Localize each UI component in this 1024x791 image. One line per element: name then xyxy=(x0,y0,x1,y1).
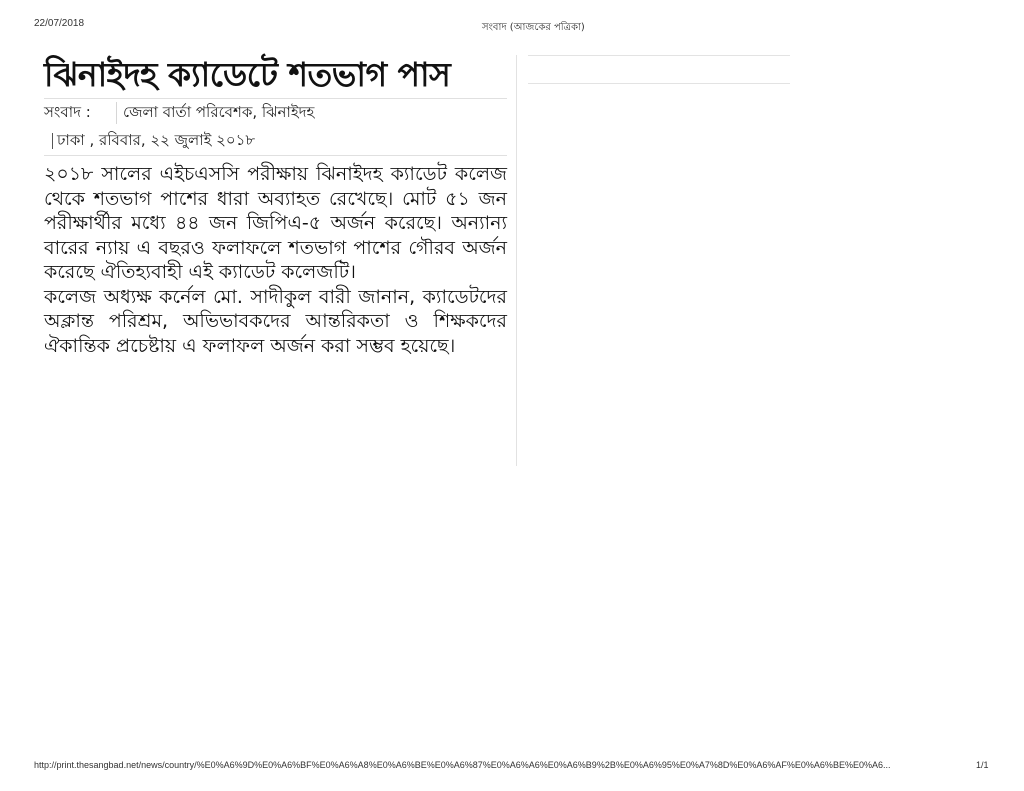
dateline xyxy=(44,127,507,155)
print-date: 22/07/2018 xyxy=(34,18,85,29)
column-divider xyxy=(516,55,517,466)
print-source-url[interactable]: http://print.thesangbad.net/news/country/%E0%A6%9D%E0%A6%BF%E0%A6%A8%E0%A6%BE%E0%A6%87%E0%A6%A6%E0%A6%B9%2B%E0%A6%95%E0%A7%8D%E0%A6%AF%E0%A6%BE%E0%A6... xyxy=(34,760,891,770)
print-page-title: সংবাদ (আজকের পত্রিকা) xyxy=(482,22,585,33)
sidebar-rule-bottom xyxy=(528,83,790,84)
dateline-bar xyxy=(52,133,53,149)
page-number: 1/1 xyxy=(976,760,989,770)
article-paragraph: কলেজ অধ্যক্ষ কর্নেল মো. সাদীকুল বারী জানান, ক্যাডেটদের অক্লান্ত পরিশ্রম, অভিভাবকদের আন্তরিকতা ও শিক্ষকদের ঐকান্তিক প্রচেষ্টায় এ ফলাফল অর্জন করা সম্ভব হয়েছে। xyxy=(44,285,507,357)
dateline-rule xyxy=(44,155,507,156)
byline xyxy=(44,99,507,127)
byline-separator xyxy=(116,102,117,124)
byline-author: জেলা বার্তা পরিবেশক, ঝিনাইদহ xyxy=(123,102,315,121)
byline-label: সংবাদ : xyxy=(44,102,91,121)
sidebar-rule-top xyxy=(528,55,790,56)
dateline-text: ঢাকা , রবিবার, ২২ জুলাই ২০১৮ xyxy=(57,130,256,149)
article-body xyxy=(44,162,507,358)
article-paragraph: ২০১৮ সালের এইচএসসি পরীক্ষায় ঝিনাইদহ ক্যাডেট কলেজ থেকে শতভাগ পাশের ধারা অব্যাহত রেখেছে। মোট ৫১ জন পরীক্ষার্থীর মধ্যে ৪৪ জন জিপিএ-৫ অর্জন করেছে। অন্যান্য বারের ন্যায় এ বছরও ফলাফলে শতভাগ পাশের গৌরব অর্জন করেছে ঐতিহ্যবাহী এই ক্যাডেট কলেজটি। xyxy=(44,163,507,283)
article xyxy=(44,52,507,358)
article-headline: ঝিনাইদহ ক্যাডেটে শতভাগ পাস xyxy=(44,55,451,94)
